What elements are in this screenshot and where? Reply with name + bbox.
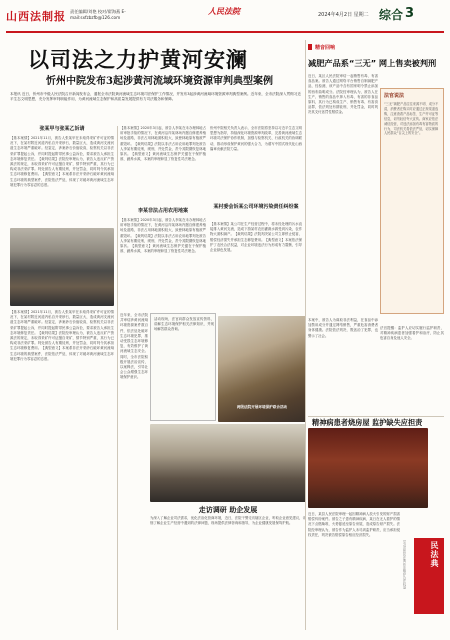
right-text-2: 本案中，被告人为谋取非法利益，在食品中添加禁用成分并通过网络销售，严重危害消费者身体健康。法院依法判决，既惩治了犯罪，也警示了社会。 xyxy=(308,318,378,338)
masthead-rule xyxy=(6,31,444,33)
column-divider xyxy=(117,126,118,630)
judge-comment-box xyxy=(380,88,444,314)
right-text-2b: 法官提醒：监护人应切实履行监护职责，对精神疾病患者加强看护和治疗，防止其危害自身及他人安全。 xyxy=(380,326,444,341)
feature-box-text: 活动现场，法官向群众发放宣传资料，讲解生态环境保护相关法律知识，并现场解答群众咨询。 xyxy=(154,317,214,332)
issue-date: 2024年4月2日 星期二 xyxy=(318,12,369,18)
right-headline-2: 精神病患者烧房屋 监护缺失应担责 xyxy=(312,418,423,427)
right-text-1: 近日，某区人民法院审结一起销售有毒、有害食品案。被告人通过网络平台销售自制减肥产品，经检测，该产品中含有国家明令禁止添加的西布曲明成分。法院经审理认为，被告人在生产、销售的食品中掺入有毒、有害的非食品原料，其行为已构成生产、销售有毒、有害食品罪，依法判处有期徒刑，并处罚金，同时判决其支付惩罚性赔偿金。 xyxy=(308,74,378,115)
case-2-text: 【基本案情】2020年3月起，被告人李某在未办理林地占用审批手续的情况下，在黄河沿岸某林场内擅自修建养殖场及道路，非法占用林地面积较大，致使林地原有植被严重毁坏。【裁判结果】法院以非法占用农用地罪判处被告人李某有期徒刑，缓刑，并处罚金，责令其限期恢复林地原状。【典型意义】黄河流域生态保护关键在于保护植被、涵养水源，本案的审理彰显了恢复性司法理念。 xyxy=(120,218,206,254)
right-divider xyxy=(308,416,444,417)
case-3-text: 【基本案情】某公司在生产经营过程中，将未经处理的污水直接排入黄河支流，造成下游某村农田灌溉水源受到污染，农作物大面积减产。【裁判结果】法院判决某公司立即停止侵害，赔偿经济损失并承担生态修复费用。【典型意义】本案依法保护了农民合法权益，对企业环境违法行为形成有力震慑，引导企业绿色发展。 xyxy=(210,222,302,253)
photo-courtroom xyxy=(10,228,114,306)
page-number: 3 xyxy=(405,6,415,21)
photo-library xyxy=(308,428,428,508)
case-2-text-top: 【基本案情】2020年3月起，被告人李某在未办理林地占用审批手续的情况下，在黄河沿岸某林场内擅自修建养殖场及道路，非法占用林地面积较大，致使林地原有植被严重毁坏。【裁判结果】法院以非法占用农用地罪判处被告人李某有期徒刑，缓刑，并处罚金，责令其限期恢复林地原状。【典型意义】黄河流域生态保护关键在于保护植被、涵养水源，本案的审理彰显了恢复性司法理念。 xyxy=(120,126,206,162)
promo-stamp: 民法典 xyxy=(414,538,444,614)
main-headline: 以司法之力护黄河安澜 xyxy=(28,48,248,72)
newspaper-brand: 山西法制报 xyxy=(6,10,66,23)
masthead xyxy=(0,0,450,34)
lead-paragraph: 本报讯 近日，忻州市中级人民法院召开新闻发布会，通报全市法院黄河流域生态环境司法保护工作情况，并发布3起涉黄河流域环境资源审判典型案例。近年来，全市法院深入贯彻习近平生态文明思想，充分发挥审判职能作用，为黄河流域生态保护和高质量发展提供有力司法服务和保障。 xyxy=(10,92,301,102)
case-1-heading: 张某甲与张某乙诉请 xyxy=(39,126,85,132)
visit-text: 为深入了解企业司法需求，优化法治化营商环境，近日，法院干警走访辖区企业，听取企业意见建议，详细了解企业生产经营中遇到的法律问题，现场提供法律咨询和指导，为企业健康发展保驾护航。 xyxy=(150,516,306,526)
column-divider-right xyxy=(305,40,306,630)
kicker-marker xyxy=(308,44,312,50)
case-3-text-top: 忻州中院相关负责人表示，全市法院将坚持以习近平生态文明思想为指导，持续深化环境资源审判改革，完善黄河流域生态环境司法保护协作机制，加强与检察机关、行政机关的协调联动，推动形成保护黄河的强大合力，为谱写中国式现代化山西篇章贡献法院力量。 xyxy=(210,126,302,151)
edition-logo: 人民法院 xyxy=(208,6,240,16)
judge-comment-text: “三无”减肥产品往往来源不明、成分不清，消费者在购买时应通过正规渠道选购，注意查看产品标签、生产许可证等信息，切勿轻信夸大宣传。商家应依法诚信经营，对违法添加有毒有害物质的行为，司法机关将依法严惩，切实保障人民群众“舌尖上的安全”。 xyxy=(384,102,439,136)
case-1-continued: 【基本案情】2021年11月，被告人张某甲在未取得采矿许可证的情况下，在某村附近河道内私自开采砂石，数量巨大，造成黄河支流河道生态环境严重破坏。经鉴定，涉案砂石价值较高，检察机关以非法采矿罪提起公诉，并同时提起附带民事公益诉讼，要求被告人承担生态环境修复责任。【裁判结果】法院经审理认为，被告人违反矿产资源法的规定，未取得采矿许可证擅自采矿，情节特别严重，其行为已构成非法采矿罪。判处被告人有期徒刑，并处罚金，同时判令其承担生态环境修复费用。【典型意义】本案系非法开采砂石破坏黄河流域生态环境的典型案件，法院依法严惩，体现了对破坏黄河流域生态环境犯罪行为零容忍的态度。 xyxy=(10,310,114,361)
case-2-heading: 李某非法占用农用地案 xyxy=(137,208,188,214)
promo-subtitle: 学习宣传民法典 依法维护合法权益 xyxy=(402,540,406,590)
photo-visit xyxy=(150,424,306,502)
right-headline-1: 减肥产品系“三无” 网上售卖被判刑 xyxy=(308,58,437,68)
summary-text: 近年来，全市法院共审结涉黄河流域环境资源案件数百件，依法惩处破坏生态环境犯罪，推动受损生态环境修复，有效维护了黄河流域生态安全。同时，全市法院积极开展法治宣传，以案释法，引导社会公众增强生态环境保护意识。 xyxy=(120,313,148,380)
feature-box xyxy=(150,313,216,421)
right-text-3: 近日，某县人民法院审理一起因精神病人放火引发的财产损害赔偿纠纷案件。被告之子患有精神疾病，某日在无人看护的情况下点燃柴堆，火势蔓延至原告房屋，造成原告财产损失。法院经审理认为，被告作为监护人未尽到监护职责，应当承担侵权责任，判决被告赔偿原告相应经济损失。 xyxy=(308,512,400,537)
feature-head: 两级法院开展环境保护联合活动 xyxy=(236,405,288,409)
kicker-label: 精音回响 xyxy=(315,45,336,51)
judge-comment-title: 法官说法 xyxy=(384,93,405,99)
main-subheadline: 忻州中院发布3起涉黄河流域环境资源审判典型案例 xyxy=(46,76,273,87)
case-1-text: 【基本案情】2021年11月，被告人张某甲在未取得采矿许可证的情况下，在某村附近河道内私自开采砂石，数量巨大，造成黄河支流河道生态环境严重破坏。经鉴定，涉案砂石价值较高，检察机关以非法采矿罪提起公诉，并同时提起附带民事公益诉讼，要求被告人承担生态环境修复责任。【裁判结果】法院经审理认为，被告人违反矿产资源法的规定，未取得采矿许可证擅自采矿，情节特别严重，其行为已构成非法采矿罪。判处被告人有期徒刑，并处罚金，同时判令其承担生态环境修复费用。【典型意义】本案系非法开采砂石破坏黄河流域生态环境的典型案件，法院依法严惩，体现了对破坏黄河流域生态环境犯罪行为零容忍的态度。 xyxy=(10,136,114,187)
section-name: 综合 xyxy=(379,8,404,22)
case-3-heading: 某村委会诉某公司环境污染责任纠纷案 xyxy=(213,204,299,210)
section-visit-title: 走访调研 助企发展 xyxy=(198,506,258,514)
editor-info: 责任编辑/刘艳 校对/翟海燕 E-mail:sxfzbzfb@126.com xyxy=(70,9,126,20)
